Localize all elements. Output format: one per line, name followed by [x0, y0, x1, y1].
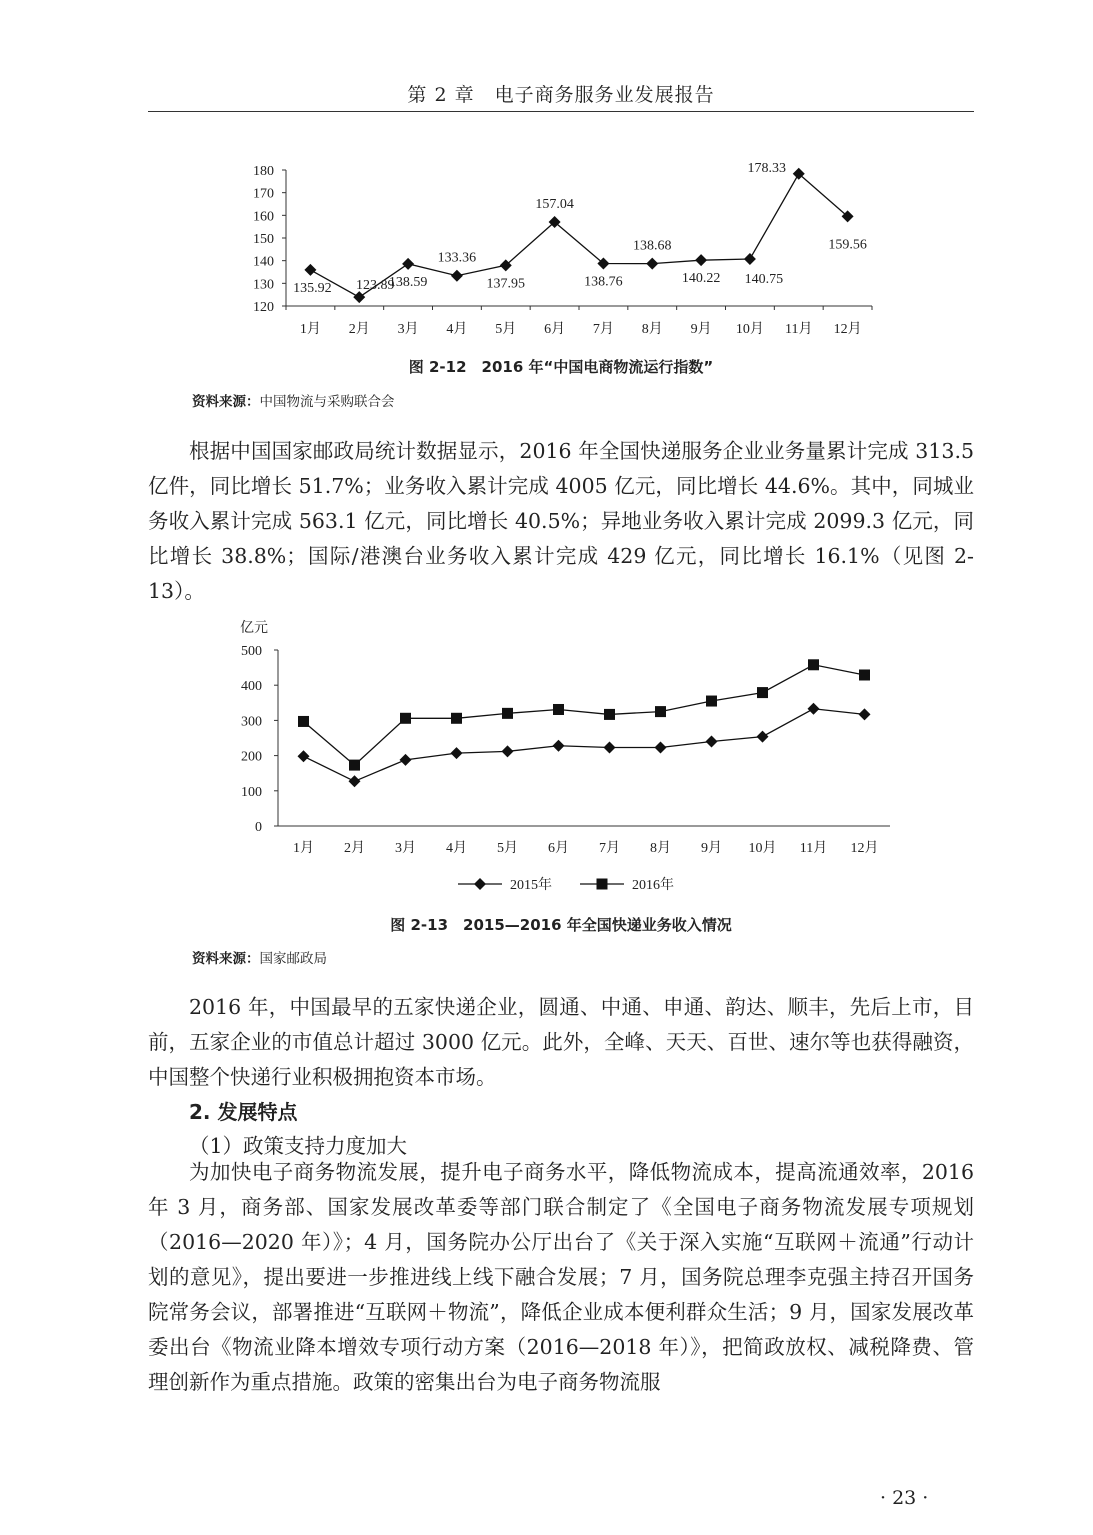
data-label: 138.76	[584, 274, 623, 290]
data-point-2015	[757, 731, 769, 743]
data-point-2016	[655, 706, 666, 717]
y-tick-label: 120	[253, 300, 274, 315]
data-point	[451, 270, 463, 282]
data-point-2016	[859, 669, 870, 680]
data-label: 138.59	[388, 274, 428, 290]
series-line-2016	[304, 665, 865, 765]
x-tick-label: 11月	[799, 841, 828, 856]
x-tick-label: 8月	[641, 322, 663, 337]
data-label: 178.33	[747, 160, 786, 176]
data-point	[695, 254, 707, 266]
page-number: · 23 ·	[880, 1487, 929, 1509]
legend-label: 2015年	[510, 878, 552, 893]
legend-marker-diamond	[474, 878, 486, 890]
y-tick-label: 100	[241, 784, 262, 800]
data-label: 159.56	[828, 237, 867, 253]
y-tick-label: 500	[241, 644, 262, 659]
data-point-2015	[349, 775, 361, 787]
y-tick-label: 180	[253, 164, 274, 179]
x-tick-label: 7月	[599, 841, 620, 856]
x-tick-label: 3月	[397, 322, 419, 337]
y-tick-label: 130	[253, 277, 274, 293]
data-label: 123.89	[356, 278, 395, 294]
x-tick-label: 6月	[544, 322, 566, 337]
figure-2-13-source	[192, 947, 327, 967]
data-point-2016	[757, 687, 768, 698]
y-tick-label: 0	[255, 820, 262, 835]
data-point	[646, 258, 658, 270]
x-tick-label: 1月	[299, 322, 321, 337]
data-point-2015	[451, 747, 463, 759]
x-tick-label: 10月	[735, 322, 764, 337]
y-tick-label: 160	[253, 209, 274, 225]
data-point-2015	[859, 708, 871, 720]
source-label: 资料来源：	[192, 951, 260, 967]
series-line-2015	[304, 709, 865, 782]
data-point-2015	[808, 703, 820, 715]
figure-2-13-caption: 图 2-13 2015—2016 年全国快递业务收入情况	[390, 916, 732, 934]
paragraph-listing: 2016 年，中国最早的五家快递企业，圆通、中通、申通、韵达、顺丰，先后上市，目前，五家企业的市值总计超过 3000 亿元。此外，全峰、天天、百世、速尔等也获得融资，中国整个快递行业积极拥抱资本市场。	[148, 995, 974, 1089]
chart-ecommerce-logistics-index	[200, 150, 900, 350]
data-label: 138.68	[633, 238, 672, 254]
x-tick-label: 4月	[446, 322, 468, 337]
x-tick-label: 11月	[785, 322, 813, 337]
y-tick-label: 140	[253, 254, 274, 270]
data-point-2016	[298, 716, 309, 727]
x-tick-label: 6月	[548, 841, 569, 856]
subsection-heading: （1）政策支持力度加大	[189, 1134, 408, 1158]
paragraph-express-stats: 根据中国国家邮政局统计数据显示，2016 年全国快递服务企业业务量累计完成 313.5 亿件，同比增长 51.7%；业务收入累计完成 4005 亿元，同比增长 44.6%。其中，同城业务收入累计完成 563.1 亿元，同比增长 40.5%；异地业务收入累计完成 2099.3 亿元，同比增长 38.8%；国际/港澳台业务收入累计完成 429 亿元，同比增长 16.1%（见图 2-13）。	[148, 439, 974, 603]
data-point-2015	[502, 745, 514, 757]
data-label: 133.36	[437, 250, 477, 266]
data-point-2016	[553, 704, 564, 715]
x-tick-label: 9月	[701, 841, 722, 856]
paragraph-policy: 为加快电子商务物流发展，提升电子商务水平，降低物流成本，提高流通效率，2016 年 3 月，商务部、国家发展改革委等部门联合制定了《全国电子商务物流发展专项规划（2016—2020 年）》；4 月，国务院办公厅出台了《关于深入实施“互联网＋流通”行动计划的意见》，提出要进一步推进线上线下融合发展；7 月，国务院总理李克强主持召开国务院常务会议，部署推进“互联网＋物流”，降低企业成本便利群众生活；9 月，国家发展改革委出台《物流业降本增效专项行动方案（2016—2018 年）》，把简政放权、减税降费、管理创新作为重点措施。政策的密集出台为电子商务物流服	[148, 1160, 974, 1394]
x-tick-label: 2月	[348, 322, 370, 337]
source-text: 中国物流与采购联合会	[259, 394, 395, 410]
data-label: 140.75	[744, 271, 784, 287]
data-point-2015	[655, 742, 667, 754]
data-point-2016	[349, 760, 360, 771]
x-tick-label: 7月	[592, 322, 614, 337]
x-tick-label: 8月	[650, 841, 671, 856]
figure-2-12-caption: 图 2-12 2016 年“中国电商物流运行指数”	[408, 358, 714, 376]
data-point-2016	[604, 709, 615, 720]
data-point-2016	[706, 696, 717, 707]
running-header: 第 2 章 电子商务服务业发展报告	[407, 84, 715, 106]
data-point	[304, 264, 316, 276]
figure-2-12-source	[192, 390, 395, 410]
legend-label: 2016年	[632, 878, 674, 893]
x-tick-label: 12月	[833, 322, 862, 337]
x-tick-label: 1月	[293, 841, 314, 856]
x-tick-label: 12月	[850, 841, 879, 856]
data-label: 135.92	[293, 280, 332, 296]
source-label: 资料来源：	[192, 394, 260, 410]
data-point-2015	[400, 754, 412, 766]
data-point-2015	[604, 742, 616, 754]
x-tick-label: 5月	[495, 322, 517, 337]
data-point-2016	[808, 659, 819, 670]
data-point	[402, 258, 414, 270]
data-label: 137.95	[486, 276, 525, 292]
data-point-2016	[400, 713, 411, 724]
legend-marker-square	[597, 879, 608, 890]
data-point-2015	[553, 740, 565, 752]
data-point-2016	[502, 708, 513, 719]
section-heading: 2. 发展特点	[189, 1100, 298, 1124]
x-tick-label: 2月	[344, 841, 365, 856]
header-rule	[148, 111, 974, 112]
y-tick-label: 300	[241, 714, 262, 730]
source-text: 国家邮政局	[259, 951, 327, 967]
data-label: 157.04	[535, 197, 574, 213]
data-label: 140.22	[681, 271, 721, 287]
y-tick-label: 200	[241, 749, 262, 765]
x-tick-label: 9月	[690, 322, 712, 337]
y-tick-label: 150	[253, 232, 274, 247]
x-tick-label: 5月	[497, 841, 518, 856]
x-tick-label: 10月	[748, 841, 777, 856]
y-axis-unit: 亿元	[240, 621, 268, 636]
data-point-2016	[451, 713, 462, 724]
data-point-2015	[298, 750, 310, 762]
x-tick-label: 3月	[395, 841, 416, 856]
chart-express-revenue	[200, 612, 900, 902]
y-tick-label: 170	[253, 186, 274, 202]
y-tick-label: 400	[241, 679, 262, 695]
x-tick-label: 4月	[446, 841, 467, 856]
data-point	[744, 253, 756, 265]
data-point-2015	[706, 736, 718, 748]
